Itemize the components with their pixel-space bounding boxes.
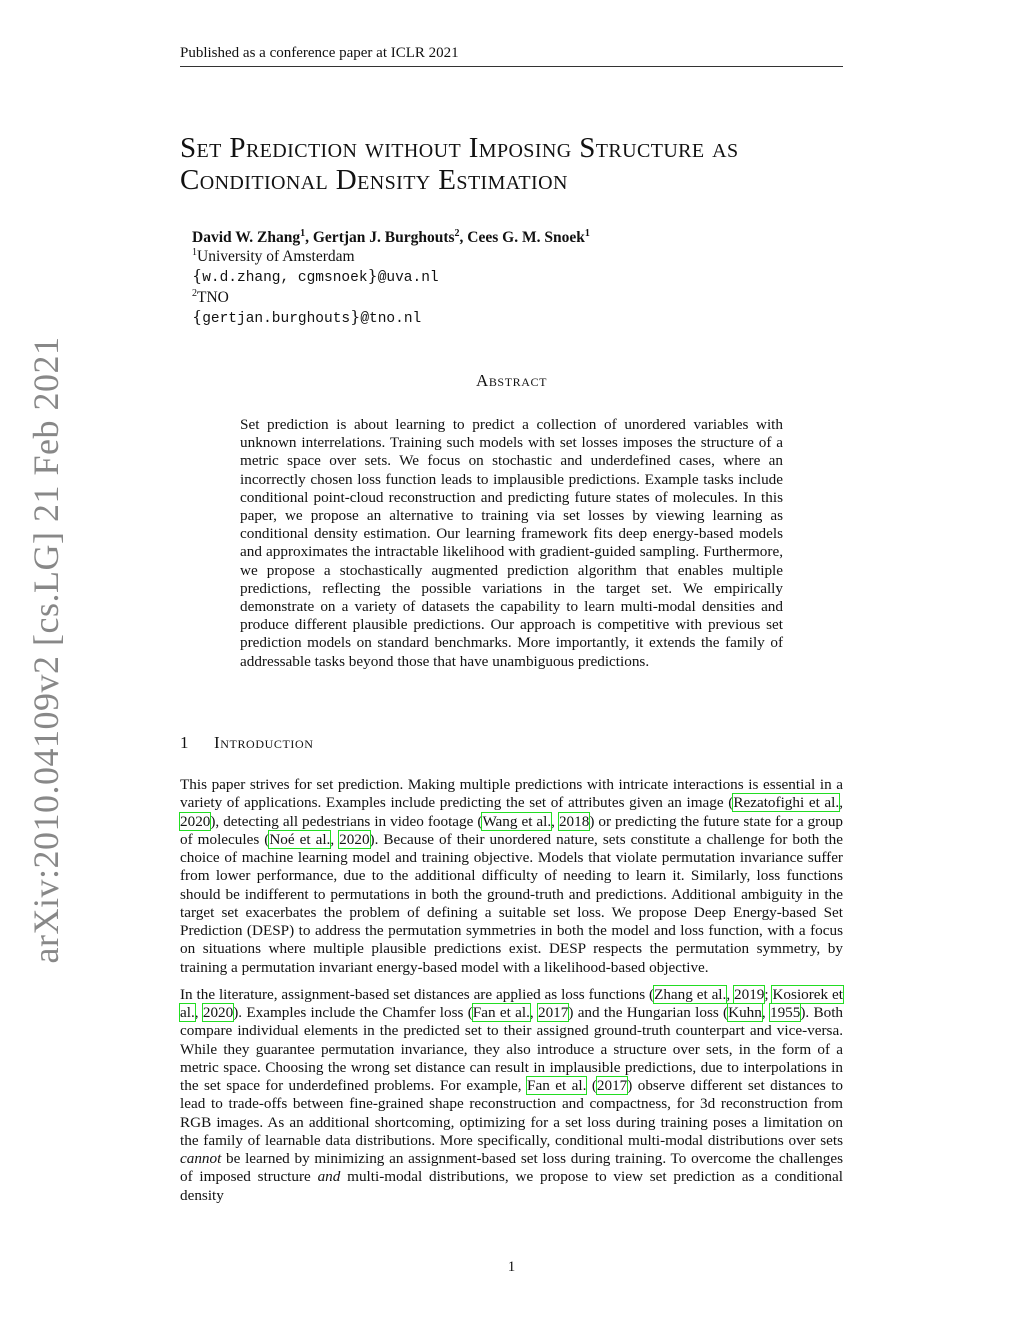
citation-link[interactable]: 2020 bbox=[202, 1004, 234, 1021]
text-run: ) or predicting the future state for a group of molecules ( bbox=[180, 812, 844, 848]
citation-link[interactable]: Rezatofighi et al. bbox=[733, 794, 840, 812]
citation-link[interactable]: Kuhn bbox=[728, 1004, 762, 1021]
affiliation-1 bbox=[192, 247, 832, 266]
affiliation-mark: 2 bbox=[192, 287, 197, 299]
paper-page bbox=[180, 0, 843, 1325]
intro-paragraph-1 bbox=[180, 776, 843, 977]
text-run: , bbox=[194, 1004, 203, 1021]
brace-close: } bbox=[367, 266, 378, 285]
text-run: ( bbox=[586, 1077, 597, 1094]
email-domain: @uva.nl bbox=[377, 270, 439, 286]
brace-close: } bbox=[350, 307, 361, 326]
section-number: 1 bbox=[180, 733, 189, 752]
text-run: , bbox=[551, 812, 559, 830]
text-run: ). Examples include the Chamfer loss ( bbox=[233, 1004, 473, 1021]
text-run: ), detecting all pedestrians in video footage ( bbox=[210, 812, 483, 830]
page-number: 1 bbox=[507, 1259, 516, 1275]
paper-title bbox=[180, 132, 843, 196]
text-run: multi-modal distributions, we propose to view set prediction as a conditional density bbox=[180, 1168, 843, 1204]
introduction-body bbox=[180, 776, 843, 1214]
text-run: , bbox=[839, 794, 843, 812]
text-run: , bbox=[330, 830, 340, 848]
affiliation-2 bbox=[192, 288, 832, 307]
title-line-1: Set Prediction without Imposing Structure as bbox=[180, 132, 739, 164]
text-run: ). Because of their unordered nature, sets constitute a challenge for both the choice of machine learning model and training objective. Models that violate permutation invariance suffer from lower performance, due to the additional difficulty of needing to learn it. Similarly, loss functions should be indifferent to permutations in both the ground-truth and predictions. Additional ambiguity in the target set exacerbates the problem of defining a suitable set loss. We propose Deep Energy-based Set Prediction (DESP) to address the permutation symmetries in both the model and loss function, with a focus on situations where multiple plausible predictions exist. DESP respects the permutation symmetry, by training a permutation invariant energy-based model with a likelihood-based objective. bbox=[180, 830, 843, 976]
author-name: Gertjan J. Burghouts bbox=[312, 229, 455, 246]
section-heading-introduction bbox=[180, 733, 843, 753]
author-affiliation-mark: 1 bbox=[300, 227, 306, 239]
text-run: ; bbox=[764, 985, 773, 1003]
affiliation-name: TNO bbox=[197, 289, 229, 306]
author-name: David W. Zhang bbox=[192, 229, 301, 246]
email-2 bbox=[192, 307, 832, 329]
citation-link[interactable]: 2017 bbox=[537, 1004, 569, 1021]
emphasis-text: and bbox=[317, 1168, 341, 1186]
citation-link[interactable]: 1955 bbox=[769, 1004, 801, 1021]
citation-link[interactable]: 2020 bbox=[339, 830, 370, 848]
author-affiliation-mark: 2 bbox=[454, 227, 460, 239]
brace-open: { bbox=[192, 307, 203, 326]
text-run: This paper strives for set prediction. Making multiple predictions with intricate interactions is essential in a variety of applications. Examples include predicting the set of attributes given an image ( bbox=[180, 776, 843, 812]
email-1 bbox=[192, 266, 832, 288]
citation-link[interactable]: 2017 bbox=[596, 1077, 628, 1094]
title-line-2: Conditional Density Estimation bbox=[180, 164, 568, 196]
citation-link[interactable]: Kosiorek et al. bbox=[180, 985, 843, 1021]
author-separator: , bbox=[305, 229, 313, 246]
running-head: Published as a conference paper at ICLR 2021 bbox=[180, 45, 459, 61]
author-separator: , bbox=[459, 229, 468, 246]
citation-link[interactable]: 2020 bbox=[180, 812, 211, 830]
text-run: , bbox=[726, 985, 734, 1003]
abstract-text: Set prediction is about learning to predict a collection of unordered variables with unknown interrelations. Training such models with set losses imposes the structure of a metric space over sets. We focus on stochastic and underdefined cases, where an incorrectly chosen loss function leads to implausible predictions. Example tasks include conditional point-cloud reconstruction and predicting future states of molecules. In this paper, we propose an alternative to training via set losses by viewing learning as conditional density estimation. Our learning framework fits deep energy-based models and approximates the intractable likelihood with gradient-guided sampling. Furthermore, we propose a stochastically augmented prediction algorithm that enables multiple predictions, reflecting the possible variations in the target set. We empirically demonstrate on a variety of datasets the capability to learn multi-modal densities and produce different plausible predictions. Our approach is competitive with previous set prediction models on standard benchmarks. More importantly, it extends the family of addressable tasks beyond those that have unambiguous predictions. bbox=[240, 416, 783, 670]
header-rule bbox=[180, 66, 843, 67]
author-name: Cees G. M. Snoek bbox=[467, 229, 585, 246]
citation-link[interactable]: Fan et al. bbox=[527, 1077, 587, 1094]
authors-block bbox=[192, 228, 832, 329]
affiliation-mark: 1 bbox=[192, 246, 197, 258]
brace-open: { bbox=[192, 266, 203, 285]
citation-link[interactable]: Zhang et al. bbox=[654, 985, 727, 1003]
email-users: gertjan.burghouts bbox=[202, 311, 351, 327]
text-run: , bbox=[529, 1004, 538, 1021]
citation-link[interactable]: Fan et al. bbox=[472, 1004, 530, 1021]
text-run: ) and the Hungarian loss ( bbox=[568, 1004, 729, 1021]
affiliation-name: University of Amsterdam bbox=[197, 248, 355, 265]
citation-link[interactable]: Noé et al. bbox=[269, 830, 331, 848]
citation-link[interactable]: 2019 bbox=[734, 985, 765, 1003]
email-users: w.d.zhang, cgmsnoek bbox=[202, 270, 368, 286]
abstract-heading: Abstract bbox=[475, 371, 548, 390]
text-run: In the literature, assignment-based set distances are applied as loss functions ( bbox=[180, 985, 655, 1003]
emphasis-text: cannot bbox=[180, 1150, 222, 1167]
email-domain: @tno.nl bbox=[360, 311, 422, 327]
citation-link[interactable]: Wang et al. bbox=[482, 812, 552, 830]
text-run: be learned by minimizing an assignment-based set loss during training. To overcome the challenges of imposed structure bbox=[180, 1150, 843, 1186]
text-run: ) observe different set distances to lead to trade-offs between fine-grained shape reconstruction and compactness, for 3d reconstruction from RGB images. As an additional shortcoming, optimizing for a set loss during training poses a limitation on the family of learnable data distributions. More specifically, conditional multi-modal distributions over sets bbox=[180, 1077, 844, 1149]
section-title: Introduction bbox=[214, 733, 314, 752]
author-list bbox=[192, 228, 832, 247]
citation-link[interactable]: 2018 bbox=[558, 812, 590, 830]
author-affiliation-mark: 1 bbox=[584, 227, 590, 239]
arxiv-identifier-stamp: arXiv:2010.04109v2 [cs.LG] 21 Feb 2021 bbox=[26, 336, 66, 964]
intro-paragraph-2 bbox=[180, 986, 843, 1205]
text-run: ). Both compare individual elements in the predicted set to their assigned ground-truth counterpart and vice-versa. While they guarantee permutation invariance, they also introduce a structure over sets, in the form of a metric space. Choosing the wrong set distance can result in implausible predictions, due to interpolations in the set space for underdefined problems. For example, bbox=[180, 1004, 844, 1094]
text-run: , bbox=[761, 1004, 770, 1021]
